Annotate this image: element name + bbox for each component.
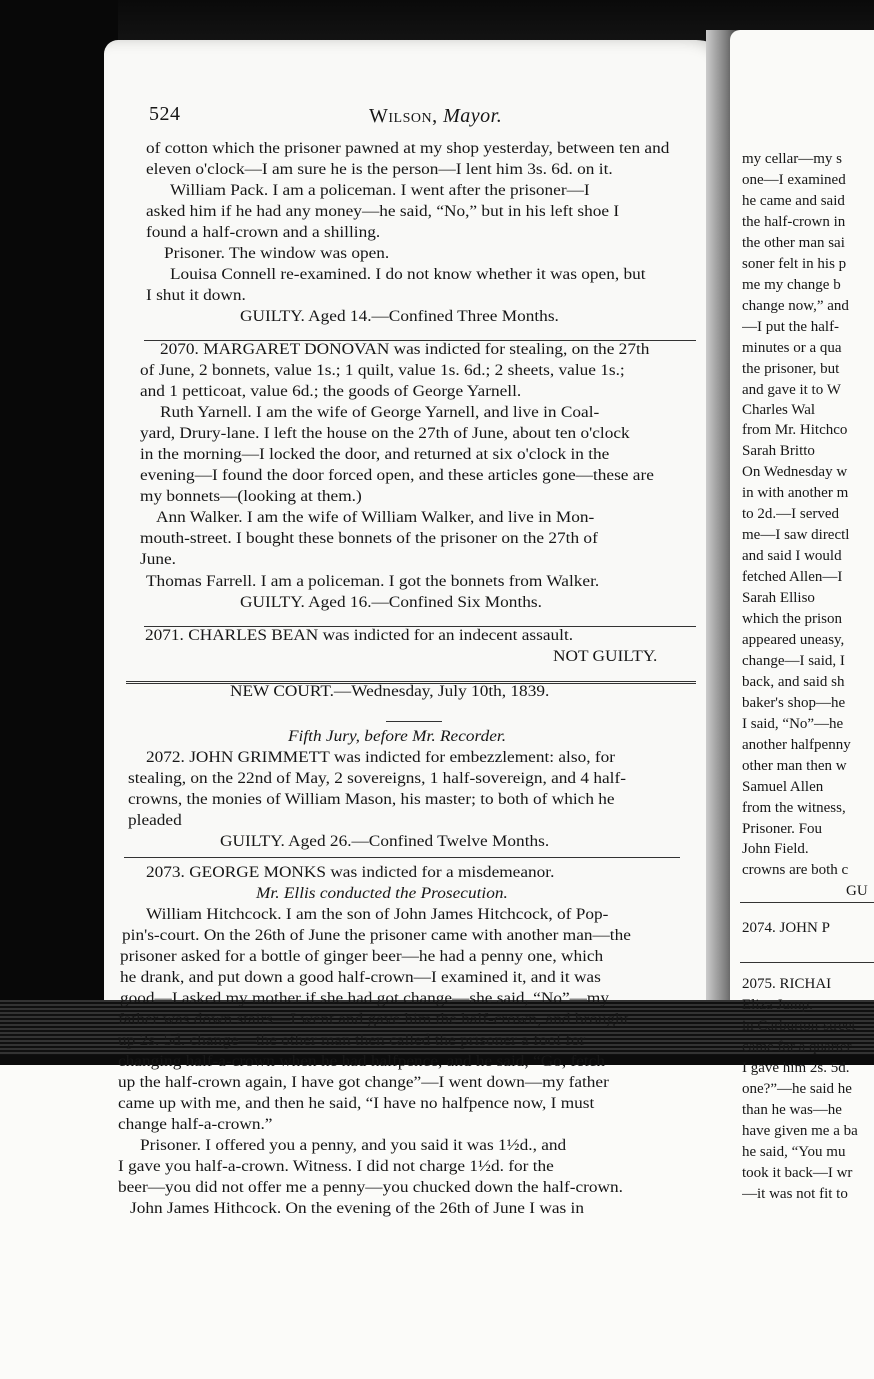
- right-text-line: from the witness,: [742, 800, 846, 816]
- text-line: GUILTY. Aged 16.—Confined Six Months.: [240, 594, 542, 611]
- text-line: prisoner asked for a bottle of ginger beer—he had a penny one, which: [120, 948, 604, 965]
- text-line: Fifth Jury, before Mr. Recorder.: [288, 728, 507, 745]
- right-text-line: from Mr. Hitchco: [742, 422, 848, 438]
- text-line: Ruth Yarnell. I am the wife of George Yarnell, and live in Coal-: [160, 404, 600, 421]
- text-line: up the half-crown again, I have got change”—I went down—my father: [118, 1074, 609, 1091]
- text-line: William Pack. I am a policeman. I went after the prisoner—I: [170, 182, 590, 199]
- text-line: I shut it down.: [146, 287, 246, 304]
- running-head: [369, 105, 502, 128]
- right-text-line: 2074. JOHN P: [742, 920, 830, 936]
- right-text-line: to 2d.—I served: [742, 506, 840, 522]
- text-line: June.: [140, 551, 176, 568]
- right-text-line: me—I saw directl: [742, 527, 850, 543]
- right-text-line: —I put the half-: [742, 319, 840, 335]
- text-line: I gave you half-a-crown. Witness. I did not charge 1½d. for the: [118, 1158, 554, 1175]
- text-line: changing half-a-crown when he had halfpence, and he said, “Go, fetch: [118, 1053, 605, 1070]
- text-line: father was down stairs—I went and gave him the half-crown, and brought: [118, 1011, 629, 1028]
- text-line: William Hitchcock. I am the son of John James Hitchcock, of Pop-: [146, 906, 609, 923]
- right-text-line: Sarah Britto: [742, 443, 815, 459]
- section-rule: [124, 857, 680, 858]
- text-line: Mr. Ellis conducted the Prosecution.: [256, 885, 508, 902]
- text-line: yard, Drury-lane. I left the house on the 27th of June, about ten o'clock: [140, 425, 630, 442]
- text-line: asked him if he had any money—he said, “No,” but in his left shoe I: [146, 203, 620, 220]
- right-text-line: appeared uneasy,: [742, 632, 845, 648]
- right-text-line: one?”—he said he: [742, 1081, 852, 1097]
- right-text-line: back, and said sh: [742, 674, 845, 690]
- right-text-line: Sarah Elliso: [742, 590, 815, 606]
- text-line: Prisoner. The window was open.: [164, 245, 390, 262]
- right-text-line: which the prison: [742, 611, 842, 627]
- running-head-title: Mayor.: [443, 105, 503, 127]
- text-line: 2071. CHARLES BEAN was indicted for an indecent assault.: [145, 627, 574, 644]
- right-text-line: he said, “You mu: [742, 1144, 846, 1160]
- text-line: Thomas Farrell. I am a policeman. I got the bonnets from Walker.: [146, 573, 600, 590]
- text-line: 2070. MARGARET DONOVAN was indicted for stealing, on the 27th: [160, 341, 650, 358]
- section-rule: [144, 626, 696, 627]
- right-text-line: he came and said: [742, 193, 845, 209]
- right-text-line: On Wednesday w: [742, 464, 848, 480]
- right-text-line: soner felt in his p: [742, 256, 847, 272]
- text-line: Prisoner. I offered you a penny, and you said it was 1½d., and: [140, 1137, 567, 1154]
- text-line: GUILTY. Aged 26.—Confined Twelve Months.: [220, 833, 550, 850]
- right-text-line: the prisoner, but: [742, 361, 840, 377]
- text-line: in the morning—I locked the door, and returned at six o'clock in the: [140, 446, 610, 463]
- right-text-line: John Field.: [742, 841, 809, 857]
- text-line: good—I asked my mother if she had got change—she said, “No”—my: [120, 990, 610, 1007]
- right-text-line: another halfpenny: [742, 737, 851, 753]
- text-line: found a half-crown and a shilling.: [146, 224, 381, 241]
- text-line: pleaded: [128, 812, 182, 829]
- right-text-line: 2075. RICHAI: [742, 976, 832, 992]
- right-text-line: have given me a ba: [742, 1123, 858, 1139]
- right-text-line: Charles Wal: [742, 402, 816, 418]
- text-line: up 2s. 5d. change—the other man then called the prisoner a fool for: [118, 1032, 586, 1049]
- text-line: NEW COURT.—Wednesday, July 10th, 1839.: [230, 683, 550, 700]
- right-text-line: my cellar—my s: [742, 151, 842, 167]
- right-text-line: I said, “No”—he: [742, 716, 844, 732]
- text-line: came up with me, and then he said, “I have no halfpence now, I must: [118, 1095, 595, 1112]
- text-line: John James Hithcock. On the evening of the 26th of June I was in: [130, 1200, 584, 1217]
- right-text-line: change—I said, I: [742, 653, 845, 669]
- text-line: mouth-street. I bought these bonnets of the prisoner on the 27th of: [140, 530, 598, 547]
- right-text-line: than he was—he: [742, 1102, 842, 1118]
- right-text-line: crowns are both c: [742, 862, 849, 878]
- text-line: 2073. GEORGE MONKS was indicted for a misdemeanor.: [146, 864, 555, 881]
- right-section-rule: [740, 902, 874, 903]
- right-text-line: in with another m: [742, 485, 849, 501]
- right-text-line: I gave him 2s. 5d.: [742, 1060, 850, 1076]
- right-section-rule: [740, 962, 874, 963]
- court-double-rule: [126, 681, 696, 684]
- text-line: of cotton which the prisoner pawned at my shop yesterday, between ten and: [146, 140, 670, 157]
- text-line: my bonnets—(looking at them.): [140, 488, 362, 505]
- text-line: he drank, and put down a good half-crown—I examined it, and it was: [120, 969, 601, 986]
- right-text-line: other man then w: [742, 758, 847, 774]
- right-text-line: took it back—I wr: [742, 1165, 853, 1181]
- right-text-line: and said I would: [742, 548, 842, 564]
- right-text-line: Prisoner. Fou: [742, 821, 823, 837]
- short-rule: [386, 721, 442, 722]
- right-text-line: change now,” and: [742, 298, 849, 314]
- text-line: beer—you did not offer me a penny—you chucked down the half-crown.: [118, 1179, 623, 1196]
- text-line: Ann Walker. I am the wife of William Walker, and live in Mon-: [156, 509, 595, 526]
- text-line: and 1 petticoat, value 6d.; the goods of George Yarnell.: [140, 383, 522, 400]
- right-text-line: me my change b: [742, 277, 841, 293]
- right-text-line: came for a quarter: [742, 1039, 852, 1055]
- right-text-line: Eliza Jump.: [742, 997, 813, 1013]
- right-text-line: one—I examined: [742, 172, 846, 188]
- right-text-line: —it was not fit to: [742, 1186, 848, 1202]
- right-text-line: minutes or a qua: [742, 340, 842, 356]
- text-line: of June, 2 bonnets, value 1s.; 1 quilt, value 1s. 6d.; 2 sheets, value 1s.;: [140, 362, 625, 379]
- running-head-name: Wilson,: [369, 105, 438, 127]
- section-rule: [144, 340, 696, 341]
- right-text-line: GU: [846, 883, 868, 899]
- text-line: change half-a-crown.”: [118, 1116, 273, 1133]
- text-line: NOT GUILTY.: [553, 648, 658, 665]
- page-number: 524: [149, 103, 181, 125]
- right-text-line: Samuel Allen: [742, 779, 824, 795]
- right-text-line: in Carburton-street: [742, 1018, 856, 1034]
- right-text-line: the half-crown in: [742, 214, 846, 230]
- right-text-line: baker's shop—he: [742, 695, 846, 711]
- text-line: 2072. JOHN GRIMMETT was indicted for embezzlement: also, for: [146, 749, 616, 766]
- text-line: evening—I found the door forced open, and these articles gone—these are: [140, 467, 654, 484]
- text-line: pin's-court. On the 26th of June the prisoner came with another man—the: [122, 927, 631, 944]
- right-text-line: fetched Allen—I: [742, 569, 843, 585]
- binding-left: [0, 0, 118, 1060]
- right-text-line: and gave it to W: [742, 382, 841, 398]
- right-text-line: the other man sai: [742, 235, 845, 251]
- text-line: eleven o'clock—I am sure he is the person—I lent him 3s. 6d. on it.: [146, 161, 613, 178]
- text-line: stealing, on the 22nd of May, 2 sovereigns, 1 half-sovereign, and 4 half-: [128, 770, 626, 787]
- text-line: crowns, the monies of William Mason, his master; to both of which he: [128, 791, 615, 808]
- text-line: GUILTY. Aged 14.—Confined Three Months.: [240, 308, 559, 325]
- text-line: Louisa Connell re-examined. I do not know whether it was open, but: [170, 266, 646, 283]
